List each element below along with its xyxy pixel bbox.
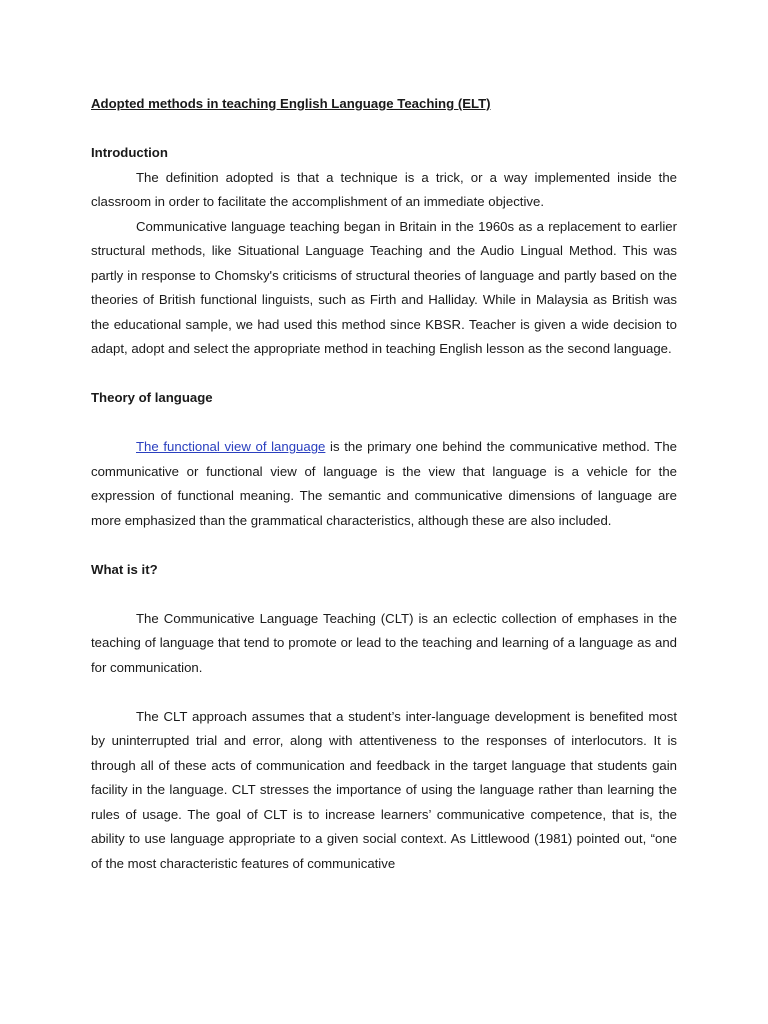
- spacer: [91, 533, 677, 558]
- paragraph-theory: [91, 435, 677, 533]
- heading-introduction: Introduction: [91, 145, 168, 160]
- spacer: [91, 117, 677, 142]
- heading-theory-of-language: Theory of language: [91, 390, 213, 405]
- paragraph-intro-definition: The definition adopted is that a technique is a trick, or a way implemented inside the classroom in order to facilitate the accomplishment of an immediate objective.: [91, 169, 677, 209]
- spacer: [91, 582, 677, 607]
- functional-view-link[interactable]: The functional view of language: [136, 439, 326, 454]
- heading-what-is-it: What is it?: [91, 561, 158, 577]
- paragraph-theory-text: is the primary one behind the communicative method. The communicative or functional view of language is the view that language is a vehicle for the expression of functional meaning. The semantic and communicative dimensions of language are more emphasized than the grammatical characteristics, although these are also included.: [91, 439, 677, 528]
- paragraph-clt-definition: The Communicative Language Teaching (CLT) is an eclectic collection of emphases in the teaching of language that tend to promote or lead to the teaching and learning of a language as and for communication.: [91, 610, 677, 675]
- spacer: [91, 411, 677, 436]
- paragraph-clt-approach: The CLT approach assumes that a student’s inter-language development is benefited most by uninterrupted trial and error, along with attentiveness to the responses of interlocutors. It is through all of these acts of communication and feedback in the target language that students gain facility in the language. CLT stresses the importance of using the language rather than learning the rules of usage. The goal of CLT is to increase learners’ communicative competence, that is, the ability to use language appropriate to a given social context. As Littlewood (1981) pointed out, “one of the most characteristic features of communicative: [91, 708, 677, 871]
- document-page: [91, 92, 677, 876]
- document-title: Adopted methods in teaching English Language Teaching (ELT): [91, 96, 491, 111]
- spacer: [91, 680, 677, 705]
- paragraph-intro-clt-history: Communicative language teaching began in Britain in the 1960s as a replacement to earlier structural methods, like Situational Language Teaching and the Audio Lingual Method. This was partly in response to Chomsky's criticisms of structural theories of language and partly based on the theories of British functional linguists, such as Firth and Halliday. While in Malaysia as British was the educational sample, we had used this method since KBSR. Teacher is given a wide decision to adapt, adopt and select the appropriate method in teaching English lesson as the second language.: [91, 218, 677, 356]
- spacer: [91, 362, 677, 387]
